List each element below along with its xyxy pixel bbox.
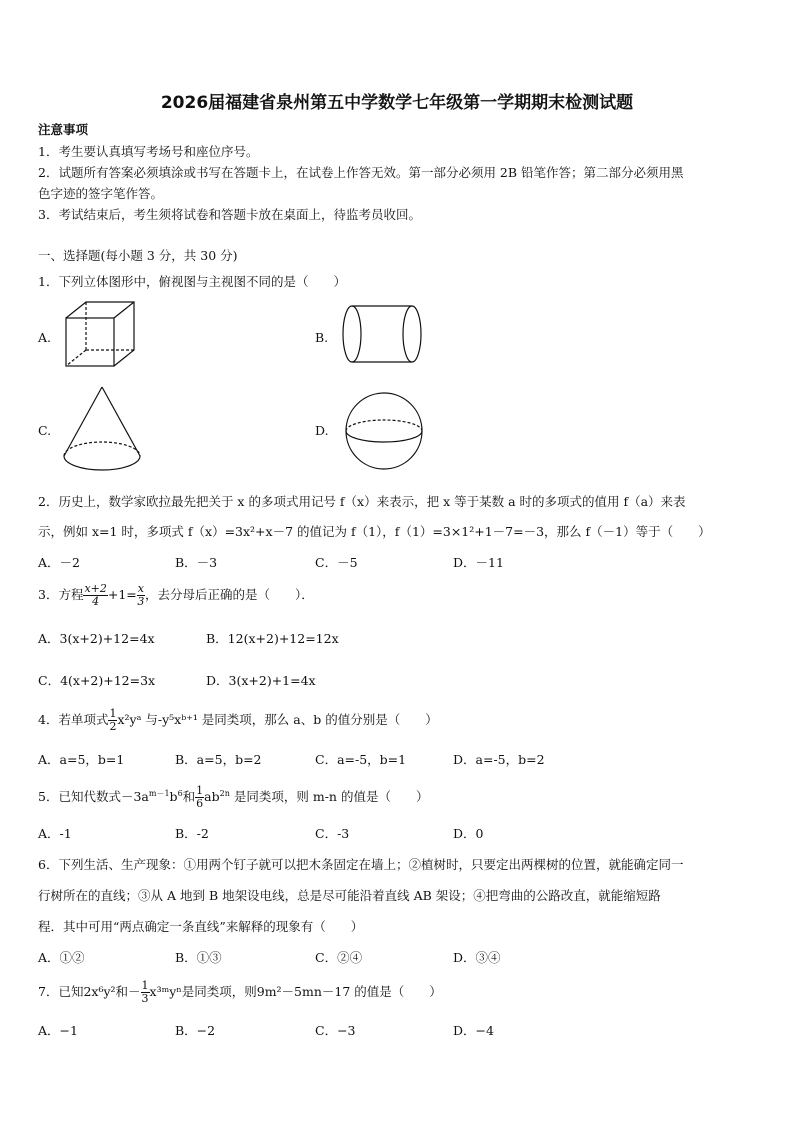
- notice-item: 3．考试结束后，考生须将试卷和答题卡放在桌面上，待监考员收回。: [38, 207, 421, 222]
- option-b-label: B.: [315, 330, 329, 345]
- numerator: 1: [196, 784, 204, 798]
- stem-text: 是同类项，则 m-n 的值是（ ）: [229, 789, 429, 805]
- question-2-line: 2．历史上，数学家欧拉最先把关于 x 的多项式用记号 f（x）来表示，把 x 等于某数 a 时的多项式的值用 f（a）来表: [38, 494, 686, 509]
- option-a: A．3(x+2)+12=4x: [38, 631, 155, 646]
- question-4-stem: [38, 703, 438, 737]
- fraction: [83, 583, 107, 608]
- stem-text: x²yᵃ 与-y⁵xᵇ⁺¹ 是同类项，那么 a、b 的值分别是（ ）: [117, 712, 438, 727]
- numerator: x: [137, 582, 144, 595]
- denominator: 3: [141, 992, 149, 1005]
- cylinder-icon: [340, 302, 426, 366]
- section-heading: 一、选择题(每小题 3 分，共 30 分): [38, 248, 238, 263]
- option-a: A．a=5，b=1: [38, 752, 125, 767]
- notice-item: 色字迹的签字笔作答。: [38, 186, 164, 201]
- option-c-label: C.: [38, 423, 52, 438]
- fraction: [141, 980, 150, 1005]
- fraction: [137, 583, 145, 608]
- option-a: A．−1: [38, 1023, 78, 1038]
- notice-heading: 注意事项: [38, 122, 89, 137]
- numerator: 1: [141, 979, 149, 992]
- option-a-label: A.: [38, 330, 52, 345]
- exponent: 6: [177, 789, 183, 798]
- sphere-icon: [343, 390, 425, 472]
- option-d: D．3(x+2)+1=4x: [206, 673, 316, 688]
- question-1-stem: 1．下列立体图形中，俯视图与主视图不同的是（ ）: [38, 274, 346, 289]
- option-b: B．−2: [175, 1023, 216, 1038]
- option-d: D．0: [453, 826, 484, 841]
- question-5-stem: [38, 777, 428, 814]
- stem-text: +1=: [107, 587, 137, 602]
- option-d: D．−4: [453, 1023, 494, 1038]
- option-c: C．-3: [315, 826, 350, 841]
- stem-text: 5．已知代数式－3a: [38, 789, 149, 805]
- option-b: B．a=5，b=2: [175, 752, 262, 767]
- option-a: A．①②: [38, 950, 85, 965]
- option-d: D．－11: [453, 555, 504, 570]
- option-b: B．12(x+2)+12=12x: [206, 631, 339, 646]
- exponent: m－1: [148, 789, 170, 798]
- cube-icon: [64, 300, 138, 370]
- question-6-line: 6．下列生活、生产现象：①用两个钉子就可以把木条固定在墙上；②植树时，只要定出两棵树的位置，就能确定同一: [38, 857, 684, 872]
- option-a: A．-1: [38, 826, 72, 841]
- denominator: 2: [109, 720, 117, 733]
- option-c: C．−3: [315, 1023, 356, 1038]
- numerator: 1: [109, 707, 117, 720]
- stem-text: 4．若单项式: [38, 712, 109, 727]
- page-title: 2026届福建省泉州第五中学数学七年级第一学期期末检测试题: [160, 93, 634, 113]
- question-6-line: 行树所在的直线；③从 A 地到 B 地架设电线，总是尽可能沿着直线 AB 架设；④把弯曲的公路改直，就能缩短路: [38, 888, 661, 903]
- denominator: 3: [137, 595, 145, 608]
- question-7-stem: [38, 975, 442, 1009]
- option-c: C．a=-5，b=1: [315, 752, 407, 767]
- stem-text: ，去分母后正确的是（ ）．: [145, 587, 314, 602]
- denominator: 6: [196, 797, 204, 811]
- option-d-label: D.: [315, 423, 329, 438]
- question-3-stem: [38, 578, 314, 612]
- option-d: D．a=-5，b=2: [453, 752, 545, 767]
- option-c: C．②④: [315, 950, 363, 965]
- stem-text: 和: [182, 789, 196, 805]
- question-2-line: 示，例如 x=1 时，多项式 f（x）=3x²+x－7 的值记为 f（1），f（1）=3×1²+1－7=－3，那么 f（－1）等于（ ）: [38, 524, 711, 539]
- question-6-line: 程．其中可用“两点确定一条直线”来解释的现象有（ ）: [38, 919, 364, 934]
- numerator: x+2: [84, 582, 107, 595]
- stem-text: b: [169, 789, 178, 805]
- cone-icon: [60, 384, 144, 474]
- stem-text: ab: [204, 789, 220, 805]
- option-c: C．4(x+2)+12=3x: [38, 673, 156, 688]
- stem-text: x³ᵐyⁿ是同类项，则9m²－5mn－17 的值是（ ）: [149, 984, 442, 999]
- option-b: B．①③: [175, 950, 222, 965]
- stem-text: 3．方程: [38, 587, 84, 602]
- option-c: C．－5: [315, 555, 358, 570]
- option-a: A．－2: [38, 555, 80, 570]
- exponent: 2n: [219, 789, 230, 798]
- option-b: B．－3: [175, 555, 218, 570]
- option-b: B．-2: [175, 826, 209, 841]
- fraction: [195, 785, 204, 810]
- stem-text: 7．已知2x⁶y²和－: [38, 984, 141, 999]
- denominator: 4: [92, 595, 100, 608]
- notice-item: 1．考生要认真填写考场号和座位序号。: [38, 144, 259, 159]
- notice-item: 2．试题所有答案必须填涂或书写在答题卡上，在试卷上作答无效。第一部分必须用 2B 铅笔作答；第二部分必须用黑: [38, 165, 684, 180]
- option-d: D．③④: [453, 950, 501, 965]
